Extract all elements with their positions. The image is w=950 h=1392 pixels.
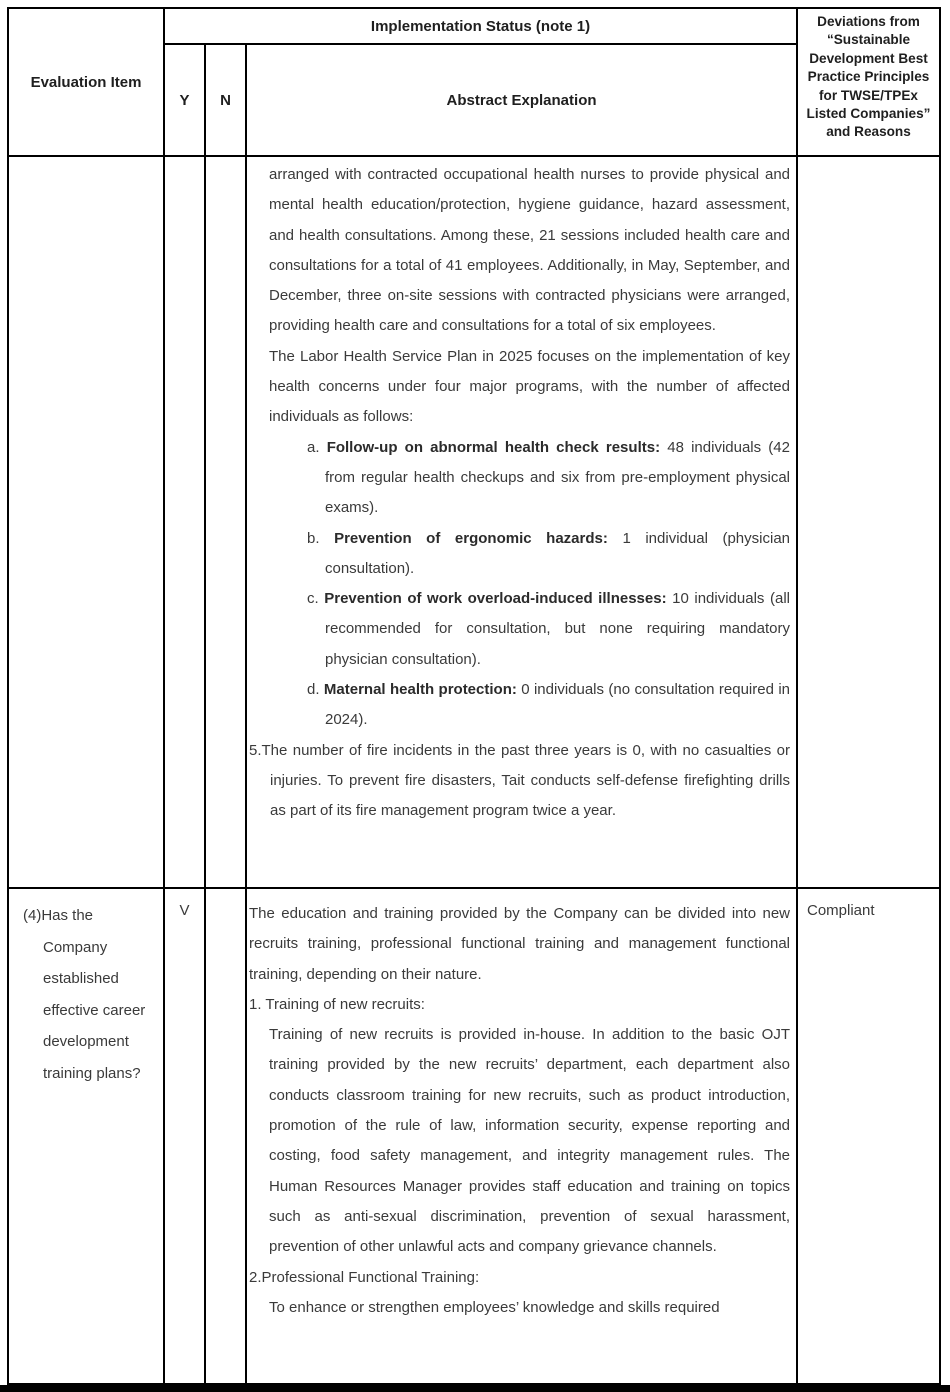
list-item-c-text: 10 individuals (all recommended for consultation, but none requiring mandatory physician consultation).	[325, 590, 790, 668]
row1-n-value	[206, 157, 245, 170]
row1-y-cell	[165, 157, 206, 889]
header-evaluation-item-label: Evaluation Item	[30, 73, 142, 91]
list-item-a-text: 48 individuals (42 from regular health checkups and six from pre-employment physical exams).	[325, 438, 790, 517]
row2-item1-heading: 1. Training of new recruits:	[249, 995, 425, 1013]
row2-y-value: V	[179, 902, 190, 919]
page-bottom-cut-bar	[0, 1385, 950, 1392]
row2-n-cell	[206, 889, 247, 1383]
header-y-column	[165, 45, 206, 157]
row2-deviation-value: Compliant	[807, 902, 875, 919]
row2-deviation-cell	[798, 889, 939, 1383]
list-item-d-marker: d.	[307, 681, 320, 699]
row1-n-cell	[206, 157, 247, 889]
list-item-c	[269, 584, 790, 675]
row1-item5-paragraph: 5.The number of fire incidents in the past three years is 0, with no casualties or injuries. To prevent fire disasters, Tait conducts self-defense firefighting drills as part of its fire management program twice a year.	[249, 741, 790, 820]
evaluation-table	[7, 7, 941, 1385]
list-item-b	[269, 524, 790, 585]
row2-evaluation-item-cell	[9, 889, 165, 1383]
row2-y-cell	[165, 889, 206, 1383]
header-n-column	[206, 45, 247, 157]
list-item-b-marker: b.	[307, 529, 320, 547]
list-item-b-text: 1 individual (physician consultation).	[325, 529, 790, 577]
header-deviations-label: Deviations from “Sustainable Development Best Practice Principles for TWSE/TPEx Listed Companies” and Reasons	[806, 14, 931, 140]
row1-y-value	[165, 157, 204, 170]
header-y-label: Y	[179, 91, 190, 109]
header-implementation-status	[165, 9, 798, 45]
list-item-d-text: 0 individuals (no consultation required in 2024).	[325, 681, 790, 729]
list-item-d	[269, 675, 790, 736]
row1-explanation-cell	[247, 157, 798, 889]
row1-labor-plan-intro: The Labor Health Service Plan in 2025 focuses on the implementation of key health concerns under four major programs, with the number of affected individuals as follows:	[269, 347, 790, 426]
header-deviations	[798, 9, 939, 157]
row1-deviation-value	[798, 157, 939, 170]
list-item-d-label: Maternal health protection:	[323, 681, 517, 699]
header-abstract-explanation	[247, 45, 798, 157]
list-item-a	[269, 433, 790, 524]
row1-deviation-cell	[798, 157, 939, 889]
list-item-c-marker: c.	[307, 590, 319, 608]
header-n-label: N	[220, 91, 231, 109]
row2-item2-heading: 2.Professional Functional Training:	[249, 1268, 480, 1286]
row2-explanation-cell	[247, 889, 798, 1383]
row2-item1-body: Training of new recruits is provided in-house. In addition to the basic OJT training provided by the new recruits’ department, each department also conducts classroom training for new recruits, such as product introduction, promotion of the rule of law, information security, expense reporting and costing, food safety management, and integrity management rules. The Human Resources Manager provides staff education and training on topics such as anti-sexual discrimination, prevention of sexual harassment, prevention of other unlawful acts and company grievance channels.	[269, 1026, 790, 1256]
list-item-b-label: Prevention of ergonomic hazards:	[334, 529, 608, 547]
list-item-a-label: Follow-up on abnormal health check results:	[326, 438, 661, 456]
row2-item2-body: To enhance or strengthen employees’ knowledge and skills required	[269, 1298, 720, 1316]
header-implementation-status-label: Implementation Status (note 1)	[370, 17, 591, 35]
list-item-a-marker: a.	[307, 438, 320, 456]
row2-intro-paragraph: The education and training provided by the Company can be divided into new recruits training, professional functional training and management functional training, depending on their nature.	[249, 905, 790, 983]
header-evaluation-item	[9, 9, 165, 157]
header-abstract-explanation-label: Abstract Explanation	[446, 91, 597, 109]
row1-evaluation-item-cell	[9, 157, 165, 889]
list-item-c-label: Prevention of work overload-induced illnesses:	[324, 590, 667, 608]
row2-evaluation-item-text: (4)Has the Company established effective career development training plans?	[23, 907, 146, 1082]
row2-n-value	[206, 889, 245, 902]
row1-continuation-paragraph: arranged with contracted occupational health nurses to provide physical and mental health education/protection, hygiene guidance, hazard assessment, and health consultations. Among these, 21 sessions included health care and consultations for a total of 41 employees. Additionally, in May, September, and December, three on-site sessions with contracted physicians were arranged, providing health care and consultations for a total of six employees.	[269, 166, 790, 335]
